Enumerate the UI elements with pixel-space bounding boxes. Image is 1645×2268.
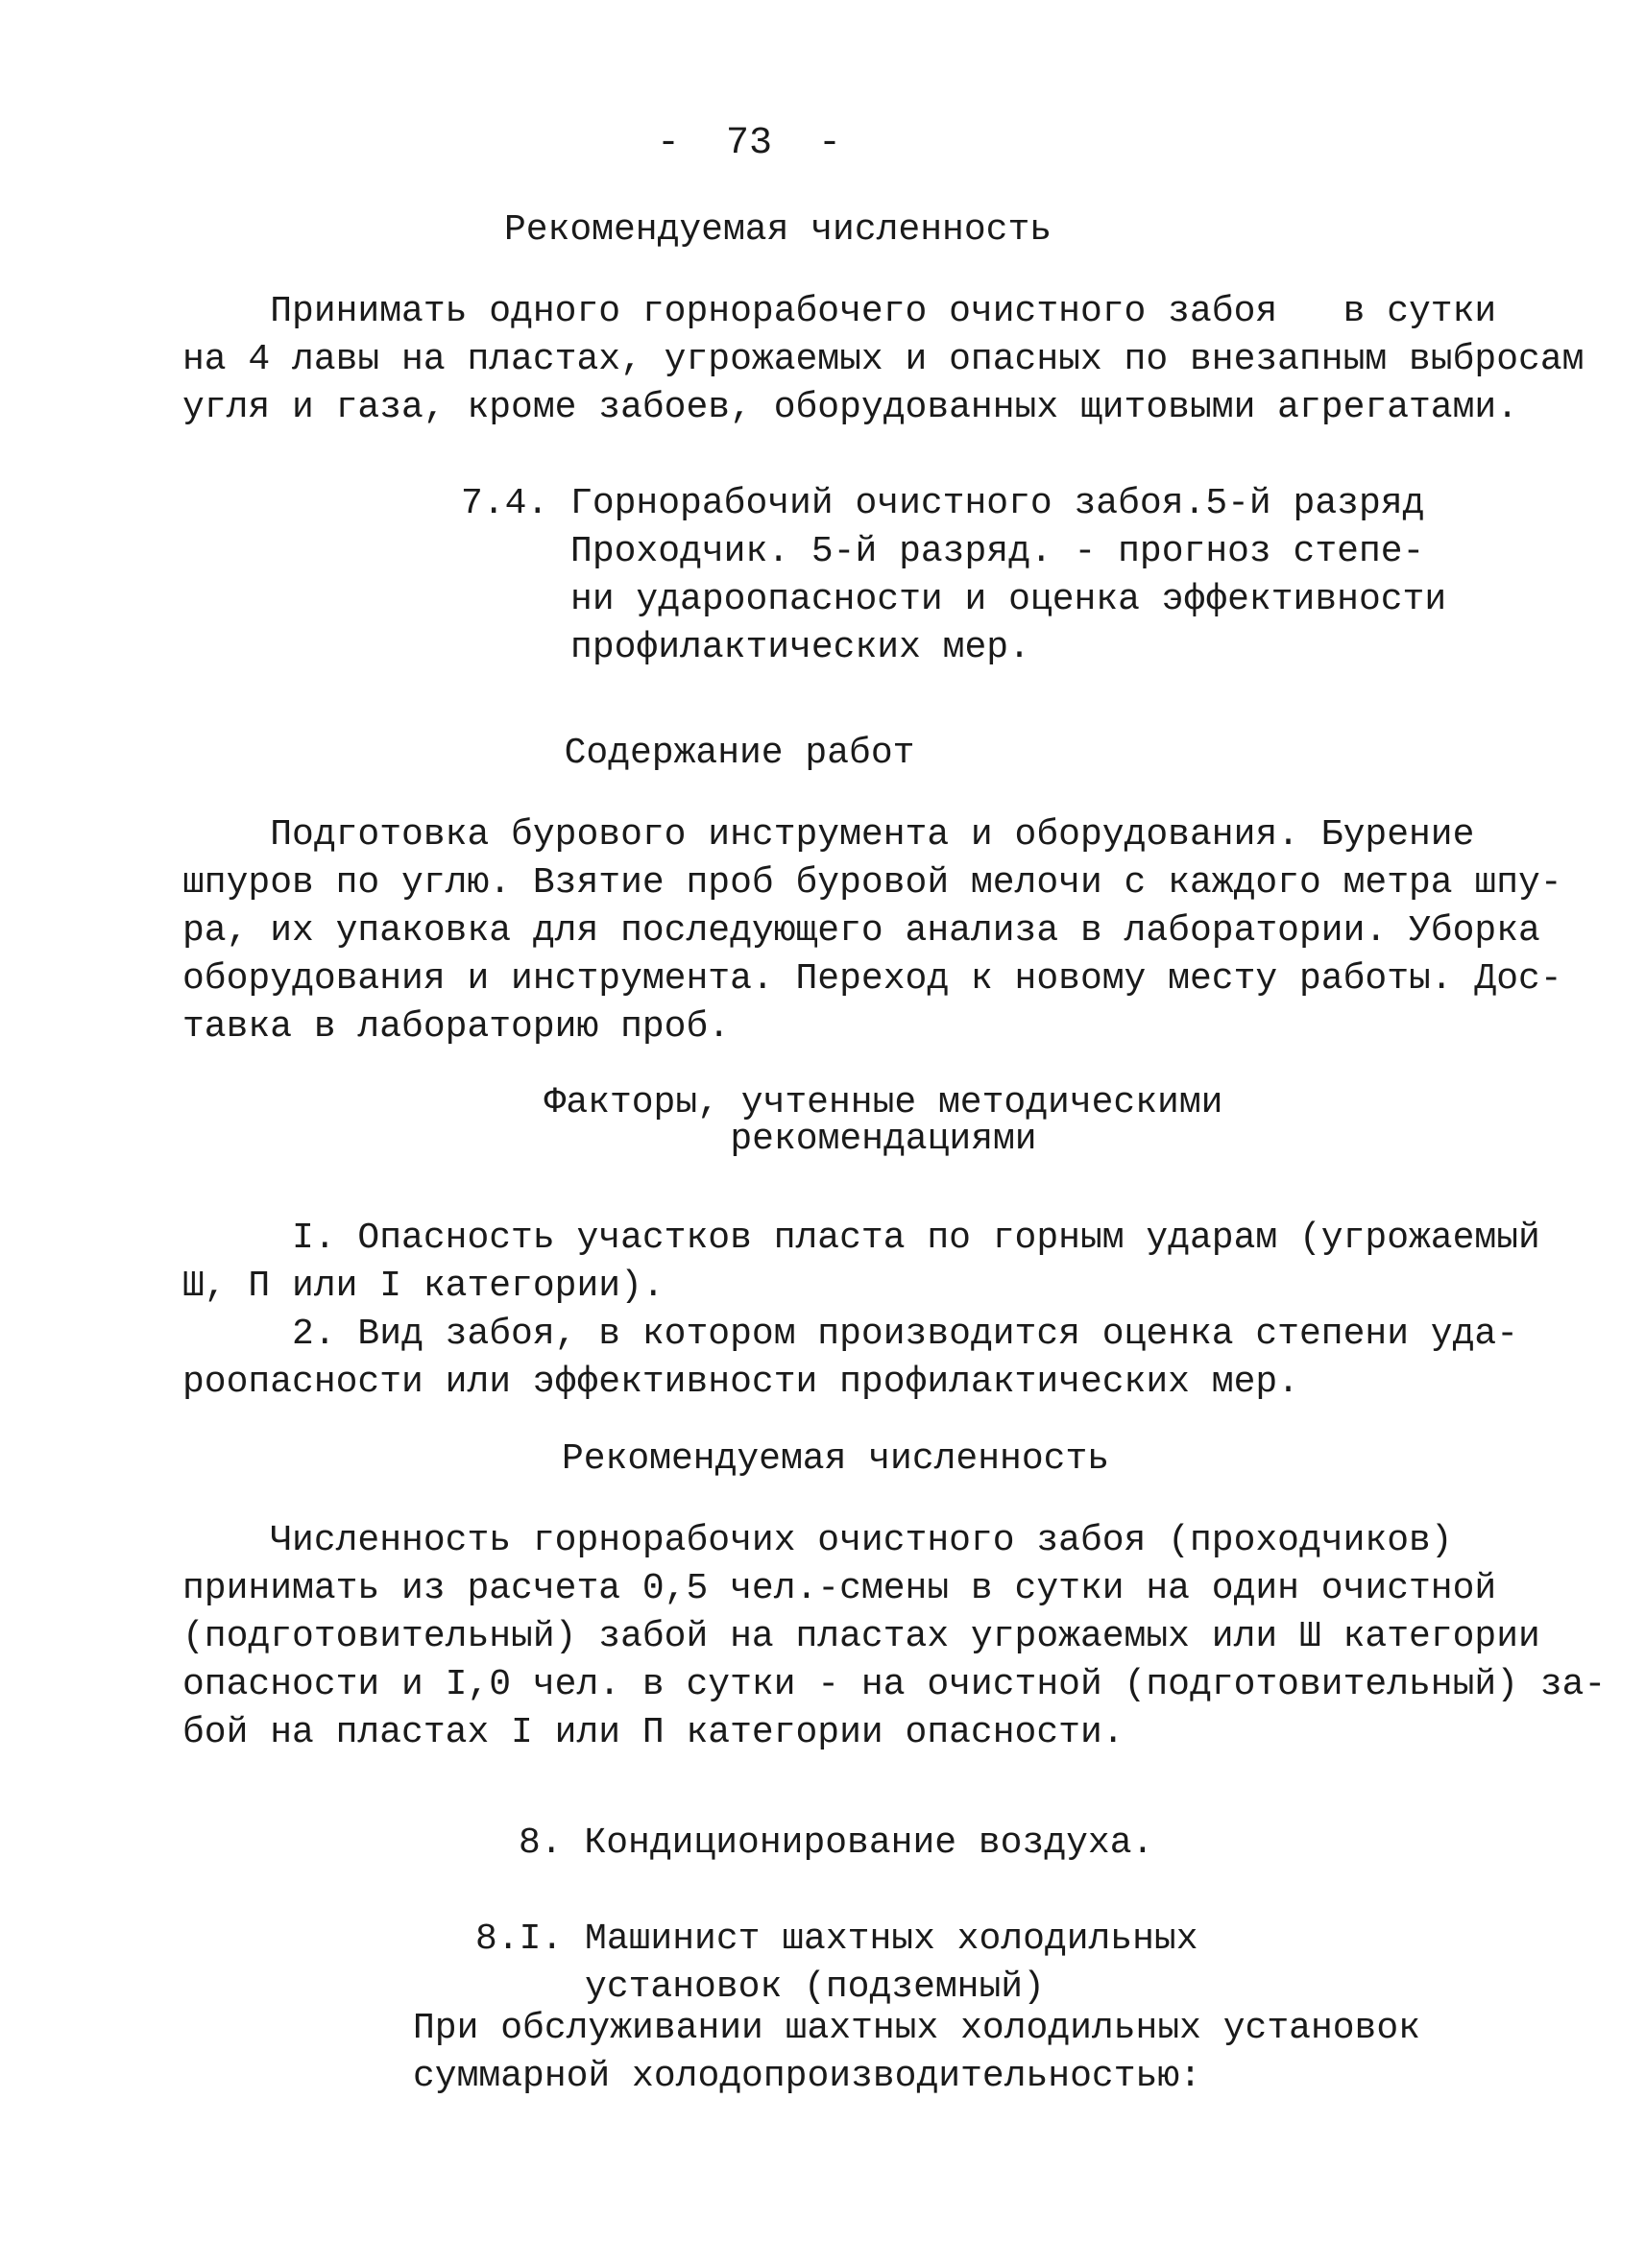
paragraph-recommended-staffing-2: Численность горнорабочих очистного забоя (проходчиков) принимать из расчета 0,5 чел.-смены в сутки на один очистной (подготовительный) забой на пластах угрожаемых или Ш категории опасности и I,0 чел. в сутки - на очистной (подготовительный) за- бой на пластах I или П категории опасности.: [182, 1520, 1607, 1753]
heading-recommended-staffing-2: Рекомендуемая численность: [561, 1438, 1110, 1480]
page-number: - 73 -: [656, 122, 842, 165]
heading-work-content: Содержание работ: [564, 733, 915, 774]
section-8-heading: 8. Кондиционирование воздуха.: [519, 1822, 1154, 1864]
paragraph-section-8-1: При обслуживании шахтных холодильных установок суммарной холодопроизводительностью:: [413, 2008, 1420, 2097]
paragraph-work-content: Подготовка бурового инструмента и оборудования. Бурение шпуров по углю. Взятие проб буровой мелочи с каждого метра шпу- ра, их упаковка для последующего анализа в лаборатории. Уборка оборудования и инструмента. Переход к новому месту работы. Дос- тавка в лабораторию проб.: [182, 814, 1562, 1048]
paragraph-factors: I. Опасность участков пласта по горным ударам (угрожаемый Ш, П или I категории). 2. Вид забоя, в котором производится оценка степени уда- роопасности или эффективности профилактических мер.: [182, 1218, 1540, 1403]
section-7-4-title: 7.4. Горнорабочий очистного забоя.5-й разряд Проходчик. 5-й разряд. - прогноз степе- ни удароопасности и оценка эффективности профилактических мер.: [461, 483, 1447, 668]
section-8-1-title: 8.I. Машинист шахтных холодильных установок (подземный): [475, 1918, 1198, 2008]
paragraph-recommended-staffing: Принимать одного горнорабочего очистного забоя в сутки на 4 лавы на пластах, угрожаемых и опасных по внезапным выбросам угля и газа, кроме забоев, оборудованных щитовыми агрегатами.: [182, 291, 1585, 428]
heading-factors: Факторы, учтенные методическими рекомендациями: [544, 1082, 1223, 1160]
heading-recommended-staffing: Рекомендуемая численность: [503, 209, 1052, 251]
